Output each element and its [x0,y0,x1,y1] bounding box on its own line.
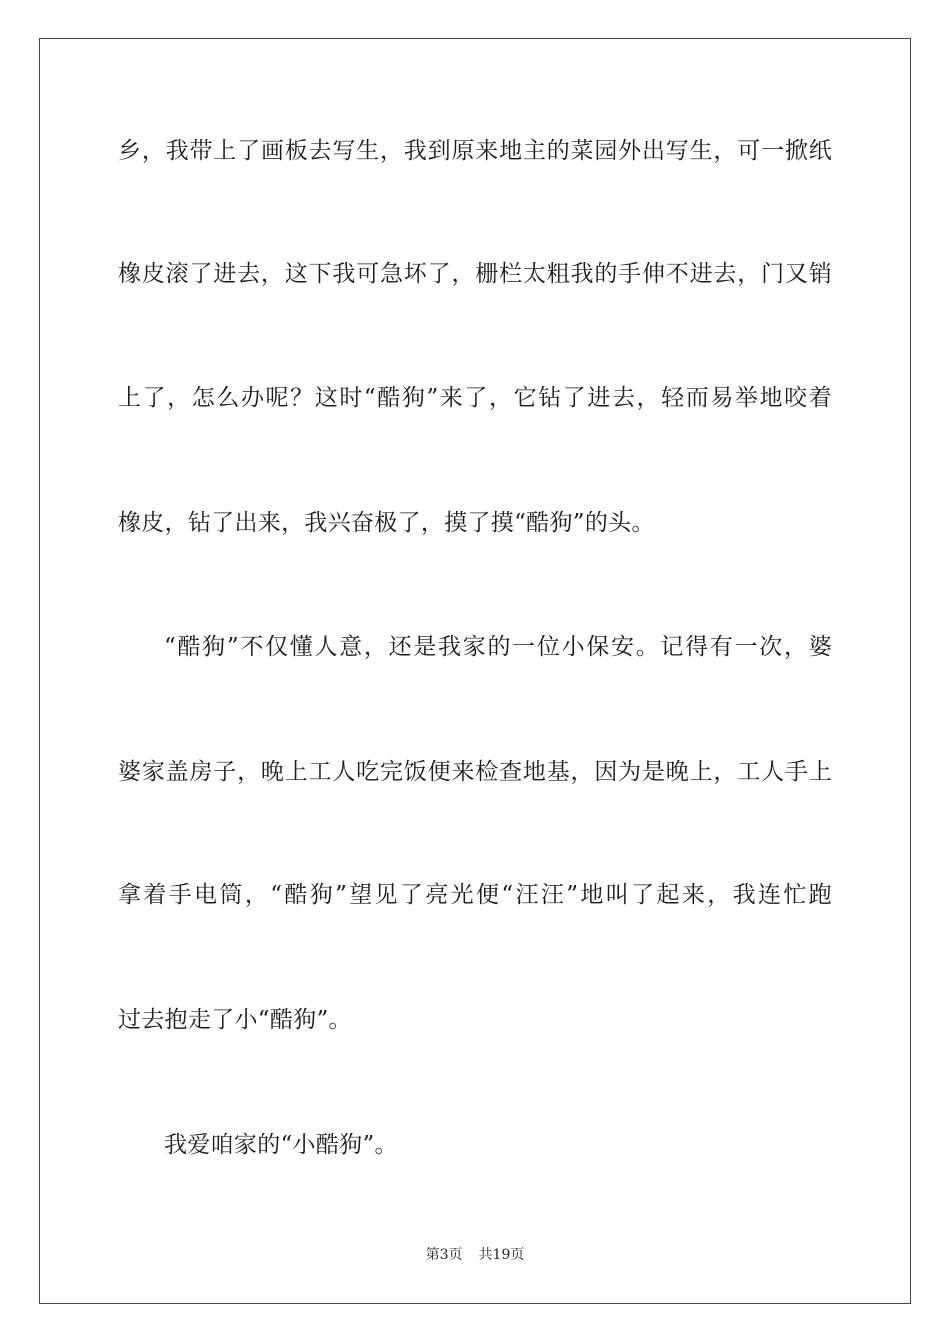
paragraph-line: 拿着手电筒，“酷狗”望见了亮光便“汪汪”地叫了起来，我连忙跑 [118,882,832,908]
paragraph-line: 婆家盖房子，晚上工人吃完饭便来检查地基，因为是晚上，工人手上 [118,759,832,785]
paragraph-line: 上了，怎么办呢？这时“酷狗”来了，它钻了进去，轻而易举地咬着 [118,385,832,411]
paragraph-line: “酷狗”不仅懂人意，还是我家的一位小保安。记得有一次，婆 [164,634,832,660]
paragraph-line: 过去抱走了小“酷狗”。 [118,1007,352,1033]
page-number: 第3页 [425,1247,463,1263]
page-border [39,38,911,1304]
page-footer [0,1246,950,1264]
paragraph-line: 橡皮滚了进去，这下我可急坏了，栅栏太粗我的手伸不进去，门又销 [118,261,832,287]
paragraph-line: 我爱咱家的“小酷狗”。 [164,1132,398,1158]
paragraph-line: 乡，我带上了画板去写生，我到原来地主的菜园外出写生，可一掀纸 [118,138,832,164]
paragraph-line: 橡皮，钻了出来，我兴奋极了，摸了摸“酷狗”的头。 [118,510,655,536]
page-total: 共19页 [478,1247,525,1263]
